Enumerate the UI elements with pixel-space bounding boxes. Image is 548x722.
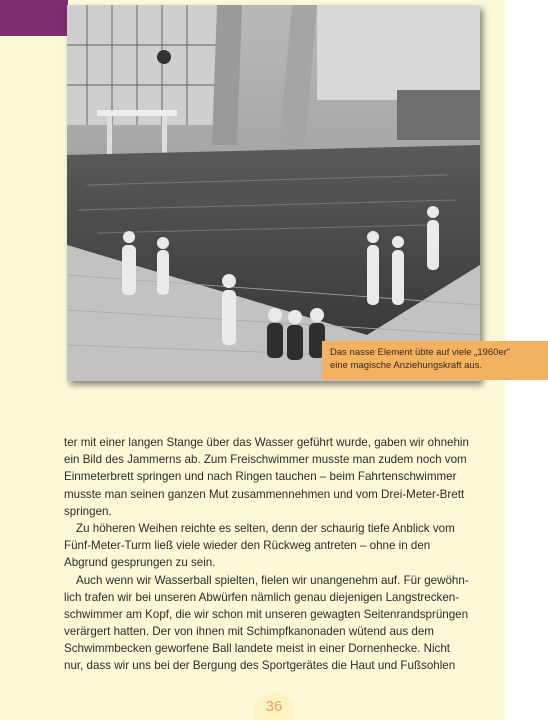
body-text xyxy=(64,434,484,675)
caption-line: Das nasse Element übte auf viele „1960er“ xyxy=(330,347,511,358)
text-line: schwimmer am Kopf, die wir schon mit unseren gewagten Seitenrandsprüngen xyxy=(64,607,469,621)
text-line: springen. xyxy=(64,504,112,518)
chapter-color-tab xyxy=(0,0,68,36)
photo-caption xyxy=(322,341,548,380)
text-line: verärgert hatten. Der von ihnen mit Schimpfkanonaden wütend aus dem xyxy=(64,625,434,639)
text-line: Einmeterbrett springen und nach Ringen tauchen – beim Fahrtenschwimmer xyxy=(64,470,457,484)
text-line: lich trafen wir bei unseren Abwürfen nämlich genau diejenigen Langstrecken- xyxy=(64,590,460,604)
text-line: ter mit einer langen Stange über das Wasser geführt wurde, gaben wir ohnehin xyxy=(64,436,469,449)
text-line: Fünf-Meter-Turm ließ viele wieder den Rückweg antreten – ohne in den xyxy=(64,539,431,553)
text-line: nur, dass wir uns bei der Bergung des Sportgerätes die Haut und Fußsohlen xyxy=(64,659,456,673)
page-number: 36 xyxy=(253,692,295,720)
text-line: musste man seinen ganzen Mut zusammennehmen und vom Drei-Meter-Brett xyxy=(64,487,465,501)
text-line: Zu höheren Weihen reichte es selten, denn der schaurig tiefe Anblick vom xyxy=(76,521,455,535)
swimming-pool-photo xyxy=(67,5,480,381)
text-line: ein Bild des Jammerns ab. Zum Freischwimmer musste man zudem noch vom xyxy=(64,453,467,467)
text-line: Auch wenn wir Wasserball spielten, fielen wir unangenehm auf. Für gewöhn- xyxy=(76,573,469,587)
caption-line: eine magische Anziehungskraft aus. xyxy=(330,360,483,371)
text-line: Schwimmbecken geworfene Ball landete meist in einer Dornenhecke. Nicht xyxy=(64,642,451,656)
text-line: Abgrund gesprungen zu sein. xyxy=(64,556,216,570)
